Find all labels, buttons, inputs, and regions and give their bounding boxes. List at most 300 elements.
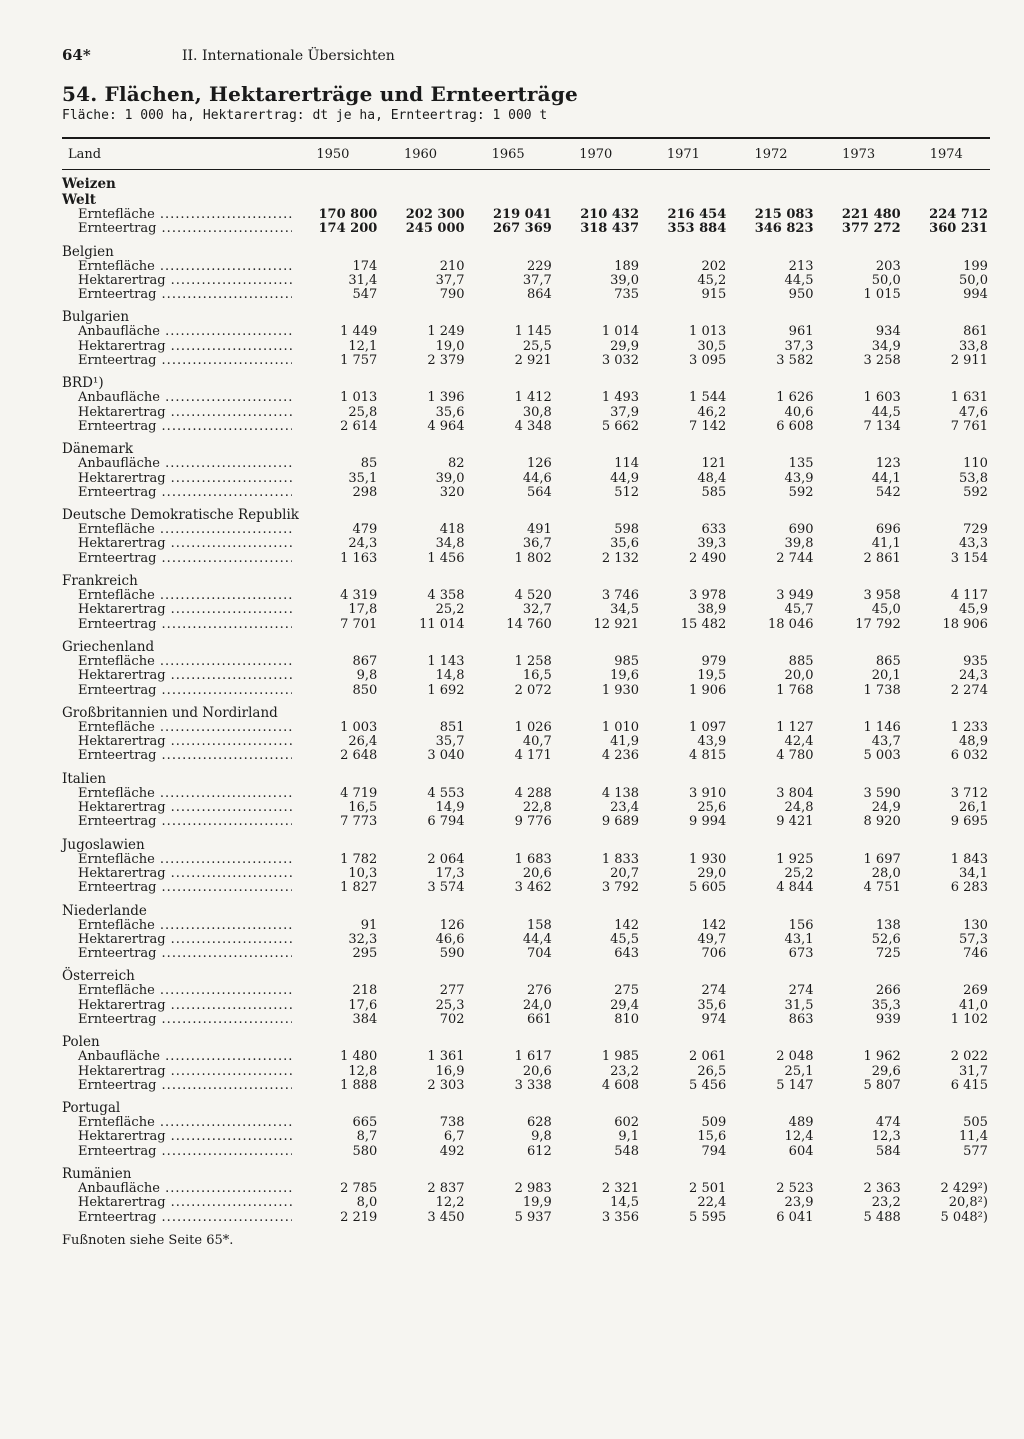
- table-cell: 702: [439, 1011, 465, 1027]
- table-cell: 25,8: [348, 404, 378, 420]
- table-cell: 2 379: [427, 353, 465, 369]
- country-name: Griechenland: [62, 638, 155, 655]
- row-label: Ernteertrag .....: [62, 684, 292, 698]
- table-cell: 564: [526, 484, 552, 500]
- table-row: [62, 420, 990, 434]
- table-body: [62, 193, 990, 1225]
- table-cell: 598: [614, 522, 640, 538]
- table-cell: 3 258: [863, 353, 901, 369]
- row-label: Ernteertrag .....: [62, 420, 292, 434]
- table-row: [62, 684, 990, 698]
- table-cell: 2 648: [340, 748, 378, 764]
- table-cell: 202 300: [405, 207, 465, 222]
- table-cell: 542: [875, 484, 901, 500]
- table-cell: 48,4: [697, 470, 727, 486]
- table-cell: 40,7: [522, 734, 552, 750]
- table-cell: 53,8: [959, 470, 988, 486]
- row-label: Hektarertrag .....: [62, 933, 292, 947]
- table-cell: 1 010: [601, 719, 640, 735]
- table-cell: 5 048²): [940, 1209, 988, 1225]
- table-row: [62, 1196, 990, 1210]
- table-cell: 210: [439, 258, 465, 274]
- table-cell: 24,3: [348, 536, 378, 552]
- table-cell: 23,2: [610, 1063, 640, 1079]
- table-cell: 39,3: [697, 536, 727, 552]
- table-row: [62, 457, 990, 471]
- table-cell: 202: [701, 258, 727, 274]
- country-name: Bulgarien: [62, 309, 130, 326]
- table-cell: 213: [788, 258, 814, 274]
- table-cell: 3 958: [863, 588, 901, 604]
- table-cell: 6 041: [776, 1209, 814, 1225]
- table-cell: 704: [526, 946, 552, 962]
- table-cell: 44,6: [522, 470, 552, 486]
- table-cell: 3 462: [514, 880, 552, 896]
- table-cell: 23,2: [871, 1195, 901, 1211]
- table-cell: 4 117: [950, 588, 988, 604]
- table-cell: 17 792: [855, 616, 901, 632]
- country-name: Welt: [62, 192, 97, 208]
- table-cell: 934: [875, 324, 901, 340]
- table-cell: 7 773: [340, 814, 378, 830]
- country-block: [62, 838, 990, 896]
- table-cell: 142: [614, 917, 640, 933]
- table-cell: 5 605: [689, 880, 727, 896]
- table-cell: 3 910: [689, 785, 727, 801]
- table-cell: 12,4: [784, 1129, 814, 1145]
- table-cell: 2 061: [689, 1049, 727, 1065]
- table-cell: 22,4: [697, 1195, 727, 1211]
- row-label: Erntefläche .....: [62, 984, 292, 998]
- table-row: [62, 999, 990, 1013]
- table-cell: 850: [352, 682, 378, 698]
- table-cell: 50,0: [959, 272, 988, 288]
- table-cell: 43,3: [959, 536, 988, 552]
- table-cell: 26,4: [348, 734, 378, 750]
- country-name: Deutsche Demokratische Republik: [62, 507, 299, 524]
- row-label: Ernteertrag .....: [62, 947, 292, 961]
- table-cell: 3 582: [776, 353, 814, 369]
- table-cell: 592: [788, 484, 814, 500]
- table-cell: 1 692: [427, 682, 465, 698]
- table-cell: 6 794: [427, 814, 465, 830]
- table-cell: 20,8²): [948, 1195, 988, 1211]
- table-cell: 1 361: [427, 1049, 465, 1065]
- table-cell: 29,6: [871, 1063, 901, 1079]
- table-cell: 851: [439, 719, 465, 735]
- table-cell: 19,0: [435, 338, 465, 354]
- table-cell: 85: [360, 456, 378, 472]
- country-name: Großbritannien und Nordirland: [62, 704, 278, 721]
- table-cell: 17,8: [348, 602, 378, 618]
- country-block: [62, 245, 990, 303]
- table-cell: 114: [614, 456, 640, 472]
- table-cell: 14 760: [506, 616, 552, 632]
- table-cell: 221 480: [841, 207, 901, 222]
- country-name: Portugal: [62, 1100, 121, 1117]
- table-cell: 2 274: [950, 682, 988, 698]
- table-cell: 5 488: [863, 1209, 901, 1225]
- table-cell: 20,6: [522, 865, 552, 881]
- table-cell: 2 921: [514, 353, 552, 369]
- table-cell: 3 338: [514, 1077, 552, 1093]
- table-cell: 20,7: [610, 865, 640, 881]
- table-cell: 24,9: [871, 800, 901, 816]
- table-cell: 4 844: [776, 880, 814, 896]
- table-cell: 1 544: [689, 390, 727, 406]
- row-label: Hektarertrag .....: [62, 801, 292, 815]
- table-cell: 1 925: [776, 851, 814, 867]
- table-cell: 46,6: [435, 931, 465, 947]
- table-cell: 45,7: [784, 602, 814, 618]
- row-label: Erntefläche .....: [62, 208, 292, 222]
- table-cell: 295: [352, 946, 378, 962]
- row-label: Hektarertrag .....: [62, 1196, 292, 1210]
- table-cell: 277: [439, 983, 465, 999]
- table-cell: 9,8: [531, 1129, 552, 1145]
- table-cell: 34,8: [435, 536, 465, 552]
- table-cell: 1 493: [601, 390, 640, 406]
- table-cell: 994: [963, 287, 988, 303]
- table-cell: 1 127: [776, 719, 814, 735]
- table-cell: 37,7: [435, 272, 465, 288]
- table-cell: 25,2: [435, 602, 465, 618]
- table-cell: 1 930: [689, 851, 727, 867]
- table-cell: 2 837: [427, 1181, 465, 1197]
- table-cell: 1 102: [950, 1011, 988, 1027]
- table-cell: 219 041: [492, 207, 552, 222]
- table-cell: 810: [614, 1011, 640, 1027]
- table-cell: 592: [963, 484, 988, 500]
- row-label: Hektarertrag .....: [62, 999, 292, 1013]
- table-cell: 4 236: [601, 748, 640, 764]
- table-cell: 492: [439, 1143, 465, 1159]
- table-cell: 57,3: [959, 931, 988, 947]
- table-cell: 138: [875, 917, 901, 933]
- table-row: [62, 933, 990, 947]
- country-name: Niederlande: [62, 902, 147, 919]
- table-cell: 320: [439, 484, 465, 500]
- table-cell: 2 911: [950, 353, 988, 369]
- table-cell: 6 415: [950, 1077, 988, 1093]
- table-cell: 44,5: [784, 272, 814, 288]
- table-cell: 16,5: [522, 668, 552, 684]
- table-cell: 1 930: [601, 682, 640, 698]
- table-cell: 4 348: [514, 418, 552, 434]
- table-cell: 298: [352, 484, 378, 500]
- table-cell: 5 662: [601, 418, 640, 434]
- table-cell: 216 454: [667, 207, 727, 222]
- table-cell: 491: [526, 522, 552, 538]
- row-label: Erntefläche .....: [62, 589, 292, 603]
- table-cell: 643: [614, 946, 640, 962]
- table-cell: 2 501: [689, 1181, 727, 1197]
- country-name: Dänemark: [62, 441, 134, 458]
- table-cell: 790: [439, 287, 465, 303]
- table-cell: 275: [614, 983, 640, 999]
- table-cell: 738: [439, 1115, 465, 1131]
- table-cell: 23,9: [784, 1195, 814, 1211]
- table-cell: 28,0: [871, 865, 901, 881]
- table-cell: 4 780: [776, 748, 814, 764]
- table-cell: 121: [701, 456, 727, 472]
- table-cell: 1 603: [863, 390, 901, 406]
- table-cell: 706: [701, 946, 727, 962]
- table-cell: 1 249: [427, 324, 465, 340]
- table-cell: 218: [352, 983, 378, 999]
- country-name: Belgien: [62, 243, 114, 260]
- table-cell: 25,3: [435, 997, 465, 1013]
- table-cell: 1 258: [514, 653, 552, 669]
- table-cell: 3 792: [601, 880, 640, 896]
- table-row: [62, 1211, 990, 1225]
- table-cell: 2 614: [340, 418, 378, 434]
- table-cell: 142: [701, 917, 727, 933]
- row-label: Anbaufläche .....: [62, 391, 292, 405]
- row-label: Ernteertrag .....: [62, 618, 292, 632]
- table-cell: 915: [701, 287, 727, 303]
- table-cell: 1 782: [340, 851, 378, 867]
- table-cell: 4 520: [514, 588, 552, 604]
- table-cell: 46,2: [697, 404, 727, 420]
- table-row: [62, 1116, 990, 1130]
- header-year: 1973: [842, 146, 876, 162]
- table-cell: 45,9: [959, 602, 988, 618]
- table-cell: 961: [788, 324, 814, 340]
- table-cell: 673: [788, 946, 814, 962]
- table-row: [62, 669, 990, 683]
- table-cell: 19,5: [697, 668, 727, 684]
- row-label: Ernteertrag .....: [62, 1211, 292, 1225]
- table-cell: 3 032: [601, 353, 640, 369]
- table-cell: 7 761: [950, 418, 988, 434]
- table-cell: 2 219: [340, 1209, 378, 1225]
- table-cell: 25,2: [784, 865, 814, 881]
- table-cell: 9,8: [356, 668, 378, 684]
- row-label: Hektarertrag .....: [62, 735, 292, 749]
- table-row: [62, 208, 990, 222]
- table-cell: 11,4: [959, 1129, 988, 1145]
- table-cell: 1 163: [340, 550, 378, 566]
- table-cell: 1 396: [427, 390, 465, 406]
- table-cell: 4 288: [514, 785, 552, 801]
- row-label: Hektarertrag .....: [62, 340, 292, 354]
- table-cell: 1 456: [427, 550, 465, 566]
- row-label: Anbaufläche .....: [62, 457, 292, 471]
- table-cell: 33,8: [959, 338, 988, 354]
- table-row: [62, 735, 990, 749]
- table-cell: 6,7: [443, 1129, 465, 1145]
- table-cell: 12,1: [348, 338, 378, 354]
- table-cell: 37,3: [784, 338, 814, 354]
- country-block: [62, 442, 990, 500]
- table-cell: 1 697: [863, 851, 901, 867]
- country-name: Italien: [62, 770, 107, 787]
- table-cell: 25,6: [697, 800, 727, 816]
- table-cell: 135: [788, 456, 814, 472]
- table-row: [62, 325, 990, 339]
- table-cell: 10,3: [348, 865, 378, 881]
- header-year: 1974: [929, 146, 963, 162]
- table-cell: 91: [360, 917, 378, 933]
- table-cell: 229: [526, 258, 552, 274]
- table-row: [62, 1065, 990, 1079]
- country-block: [62, 640, 990, 698]
- table-cell: 26,1: [959, 800, 988, 816]
- table-row: [62, 391, 990, 405]
- table-row: [62, 537, 990, 551]
- country-block: [62, 508, 990, 566]
- table-cell: 274: [701, 983, 727, 999]
- table-cell: 509: [701, 1115, 727, 1131]
- row-label: Ernteertrag .....: [62, 222, 292, 236]
- table-cell: 189: [614, 258, 640, 274]
- table-cell: 12,8: [348, 1063, 378, 1079]
- table-cell: 39,8: [784, 536, 814, 552]
- table-cell: 4 358: [427, 588, 465, 604]
- table-cell: 2 429²): [940, 1181, 988, 1197]
- header-year: 1970: [579, 146, 613, 162]
- table-cell: 9 695: [950, 814, 988, 830]
- table-cell: 9 421: [776, 814, 814, 830]
- table-cell: 346 823: [754, 221, 814, 237]
- table-cell: 31,5: [784, 997, 814, 1013]
- table-cell: 1 146: [863, 719, 901, 735]
- header-land: Land: [68, 146, 102, 162]
- table-cell: 585: [701, 484, 727, 500]
- table-cell: 24,8: [784, 800, 814, 816]
- table-cell: 3 949: [776, 588, 814, 604]
- table-row: [62, 618, 990, 632]
- table-cell: 123: [875, 456, 901, 472]
- table-cell: 1 412: [514, 390, 552, 406]
- table-cell: 26,5: [697, 1063, 727, 1079]
- row-label: Ernteertrag .....: [62, 1079, 292, 1093]
- country-block: [62, 1101, 990, 1159]
- country-block: [62, 904, 990, 962]
- table-cell: 548: [614, 1143, 640, 1159]
- table-cell: 15 482: [680, 616, 727, 632]
- table-cell: 37,7: [522, 272, 552, 288]
- table-cell: 661: [526, 1011, 552, 1027]
- table-row: [62, 589, 990, 603]
- table-cell: 479: [352, 522, 378, 538]
- table-row: [62, 749, 990, 763]
- table-cell: 5 147: [776, 1077, 814, 1093]
- table-cell: 1 757: [340, 353, 378, 369]
- table-row: [62, 984, 990, 998]
- table-cell: 47,6: [959, 404, 988, 420]
- table-cell: 16,9: [435, 1063, 465, 1079]
- table-cell: 44,9: [610, 470, 640, 486]
- table-cell: 32,3: [348, 931, 378, 947]
- table-cell: 1 014: [601, 324, 640, 340]
- table-cell: 35,3: [871, 997, 901, 1013]
- section-title: II. Internationale Übersichten: [182, 48, 395, 64]
- table-cell: 725: [875, 946, 901, 962]
- row-label: Anbaufläche .....: [62, 1182, 292, 1196]
- table-cell: 38,9: [697, 602, 727, 618]
- table-cell: 1 233: [950, 719, 988, 735]
- table-row: [62, 655, 990, 669]
- table-cell: 690: [788, 522, 814, 538]
- table-cell: 1 449: [340, 324, 378, 340]
- table-cell: 1 003: [340, 719, 378, 735]
- table-cell: 584: [875, 1143, 901, 1159]
- row-label: Hektarertrag .....: [62, 867, 292, 881]
- table-cell: 37,9: [610, 404, 640, 420]
- table-cell: 45,2: [697, 272, 727, 288]
- table-cell: 864: [526, 287, 552, 303]
- table-cell: 602: [614, 1115, 640, 1131]
- row-label: Erntefläche .....: [62, 721, 292, 735]
- row-label: Ernteertrag .....: [62, 486, 292, 500]
- table-row: [62, 354, 990, 368]
- table-cell: 29,0: [697, 865, 727, 881]
- table-cell: 2 363: [863, 1181, 901, 1197]
- table-cell: 867: [352, 653, 378, 669]
- header-year: 1960: [403, 146, 438, 162]
- country-block: [62, 1167, 990, 1225]
- table-cell: 14,9: [435, 800, 465, 816]
- row-label: Hektarertrag .....: [62, 537, 292, 551]
- table-cell: 4 608: [601, 1077, 640, 1093]
- table-cell: 4 719: [340, 785, 378, 801]
- table-cell: 23,4: [610, 800, 640, 816]
- row-label: Erntefläche .....: [62, 1116, 292, 1130]
- table-cell: 35,7: [435, 734, 465, 750]
- row-label: Ernteertrag .....: [62, 815, 292, 829]
- country-name: Polen: [62, 1034, 100, 1051]
- table-cell: 985: [614, 653, 640, 669]
- country-block: [62, 193, 990, 237]
- header-year: 1971: [666, 146, 700, 162]
- header-year: 1965: [491, 146, 525, 162]
- header-year: 1972: [754, 146, 788, 162]
- table-cell: 266: [875, 983, 901, 999]
- table-cell: 974: [701, 1011, 727, 1027]
- table-row: [62, 1050, 990, 1064]
- table-cell: 9 689: [601, 814, 640, 830]
- table-cell: 547: [352, 287, 378, 303]
- table-cell: 48,9: [959, 734, 988, 750]
- table-cell: 34,9: [871, 338, 901, 354]
- table-cell: 3 356: [601, 1209, 640, 1225]
- table-cell: 1 843: [950, 851, 988, 867]
- table-cell: 9 776: [514, 814, 552, 830]
- row-label: Ernteertrag .....: [62, 749, 292, 763]
- table-cell: 512: [614, 484, 640, 500]
- table-cell: 29,4: [610, 997, 640, 1013]
- table-cell: 1 888: [340, 1077, 378, 1093]
- page-number: 64*: [62, 46, 91, 64]
- table-header: [62, 139, 990, 170]
- table-row: [62, 288, 990, 302]
- table-cell: 1 631: [950, 390, 988, 406]
- table-row: [62, 472, 990, 486]
- table-cell: 1 015: [863, 287, 901, 303]
- table-cell: 16,5: [348, 800, 378, 816]
- table-cell: 2 490: [689, 550, 727, 566]
- table-cell: 4 553: [427, 785, 465, 801]
- table-row: [62, 881, 990, 895]
- table-cell: 269: [963, 983, 988, 999]
- table-cell: 156: [788, 917, 814, 933]
- table-cell: 580: [352, 1143, 378, 1159]
- table-cell: 865: [875, 653, 901, 669]
- table-cell: 3 574: [427, 880, 465, 896]
- table-cell: 1 802: [514, 550, 552, 566]
